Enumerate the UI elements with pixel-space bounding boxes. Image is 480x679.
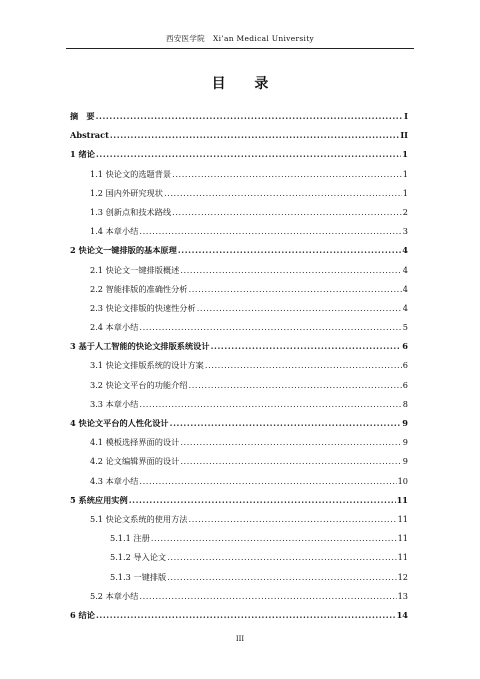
toc-entry[interactable]: [70, 303, 408, 322]
toc-entry-label: 2.1 快论文一键排版概述: [90, 264, 180, 275]
toc-entry-label: 1 绪论: [70, 149, 95, 160]
toc-entry-label: 6 结论: [70, 609, 95, 620]
toc-entry[interactable]: [70, 341, 408, 360]
toc-entry-page: 11: [397, 513, 408, 524]
toc-entry-page: 9: [402, 418, 408, 428]
toc-dot-leader: [167, 552, 396, 562]
toc-entry[interactable]: [70, 284, 408, 303]
toc-entry-page: 3: [402, 226, 408, 237]
toc-entry-page: 11: [397, 533, 408, 544]
toc-entry-label: 5.1 快论文系统的使用方法: [90, 513, 188, 524]
header-school-cn: 西安医学院: [165, 34, 205, 43]
page-title: 目 录: [211, 76, 281, 92]
toc-entry[interactable]: [70, 130, 408, 149]
toc-entry-label: 3 基于人工智能的快论文排版系统设计: [70, 341, 210, 352]
toc-entry-label: 摘 要: [70, 111, 95, 121]
toc-dot-leader: [96, 149, 401, 159]
toc-entry[interactable]: [70, 380, 408, 399]
toc-entry-page: 4: [402, 264, 408, 275]
toc-entry-page: 5: [402, 322, 408, 333]
toc-entry-page: 4: [402, 302, 408, 313]
toc-entry-page: 6: [402, 379, 408, 390]
toc-entry-page: 6: [402, 360, 408, 371]
toc-dot-leader: [110, 130, 399, 140]
toc-entry[interactable]: [70, 265, 408, 284]
toc-entry-label: 5.1.1 注册: [110, 533, 150, 544]
toc-entry-page: 9: [402, 456, 408, 467]
toc-dot-leader: [96, 610, 396, 620]
toc-entry-label: Abstract: [70, 130, 109, 141]
toc-entry-page: 1: [402, 168, 408, 179]
toc-entry-page: 8: [402, 398, 408, 409]
toc-entry-label: 3.2 快论文平台的功能介绍: [90, 379, 188, 390]
toc-entry-label: 2.3 快论文排版的快速性分析: [90, 302, 196, 313]
toc-entry-label: 5.2 本章小结: [90, 590, 139, 601]
toc-dot-leader: [178, 245, 401, 255]
toc-entry-page: 14: [396, 609, 408, 620]
toc-entry-page: 12: [397, 571, 408, 582]
toc-entry[interactable]: [70, 245, 408, 264]
toc-entry-label: 1.3 创新点和技术路线: [90, 206, 172, 217]
toc-dot-leader: [180, 265, 401, 275]
toc-entry-page: 4: [402, 245, 408, 256]
toc-entry-label: 1.4 本章小结: [90, 226, 139, 237]
toc-entry-label: 1.2 国内外研究现状: [90, 187, 163, 198]
toc-entry-page: 1: [402, 187, 408, 198]
toc-entry[interactable]: [70, 495, 408, 514]
toc-dot-leader: [172, 169, 402, 179]
toc-dot-leader: [189, 284, 402, 294]
toc-entry-label: 4.1 模板选择界面的设计: [90, 437, 180, 448]
toc-entry-label: 4 快论文平台的人性化设计: [70, 418, 169, 428]
toc-entry-page: 1: [402, 149, 408, 160]
toc-entry-page: 6: [402, 341, 408, 352]
toc-dot-leader: [96, 111, 404, 121]
toc-dot-leader: [189, 514, 397, 524]
toc-dot-leader: [139, 322, 401, 332]
running-header: [66, 33, 414, 49]
toc-entry[interactable]: [70, 399, 408, 418]
toc-entry[interactable]: [70, 149, 408, 168]
toc-dot-leader: [197, 303, 402, 313]
toc-entry-label: 2.2 智能排版的准确性分析: [90, 283, 188, 294]
toc-dot-leader: [139, 399, 401, 409]
toc-entry[interactable]: [70, 514, 408, 533]
toc-entry[interactable]: [70, 226, 408, 245]
toc-dot-leader: [189, 380, 402, 390]
toc-entry-label: 4.2 论文编辑界面的设计: [90, 456, 180, 467]
header-school-en: Xi’an Medical University: [212, 34, 315, 43]
toc-entry-page: 11: [397, 552, 408, 563]
toc-entry[interactable]: [70, 533, 408, 552]
toc-entry[interactable]: [70, 188, 408, 207]
page-number: III: [235, 635, 245, 643]
toc-entry-label: 5.1.2 导入论文: [110, 552, 167, 563]
toc-dot-leader: [164, 188, 402, 198]
toc-entry[interactable]: [70, 591, 408, 610]
toc-entry-page: 10: [397, 475, 408, 486]
toc-dot-leader: [139, 591, 396, 601]
toc-entry[interactable]: [70, 572, 408, 591]
toc-dot-leader: [180, 437, 401, 447]
toc-dot-leader: [151, 533, 397, 543]
toc-dot-leader: [139, 226, 401, 236]
toc-entry-label: 3.3 本章小结: [90, 398, 139, 409]
toc-entry[interactable]: [70, 322, 408, 341]
toc-entry[interactable]: [70, 360, 408, 379]
toc-entry-page: 4: [402, 283, 408, 294]
toc-dot-leader: [211, 341, 402, 351]
toc-entry[interactable]: [70, 418, 408, 437]
toc-dot-leader: [180, 456, 401, 466]
toc-entry-page: II: [400, 130, 408, 141]
toc-entry-page: I: [404, 111, 408, 121]
toc-dot-leader: [167, 572, 396, 582]
toc-entry-label: 1.1 快论文的选题背景: [90, 168, 172, 179]
toc-entry-label: 4.3 本章小结: [90, 475, 139, 486]
toc-entry-label: 2.4 本章小结: [90, 322, 139, 333]
table-of-contents: [70, 111, 408, 629]
toc-entry[interactable]: [70, 476, 408, 495]
toc-entry-label: 5.1.3 一键排版: [110, 571, 167, 582]
toc-dot-leader: [139, 476, 396, 486]
toc-dot-leader: [205, 360, 402, 370]
toc-entry-label: 2 快论文一键排版的基本原理: [70, 245, 177, 256]
toc-entry-page: 11: [396, 494, 408, 505]
toc-entry[interactable]: [70, 207, 408, 226]
toc-entry[interactable]: [70, 111, 408, 130]
toc-entry[interactable]: [70, 456, 408, 475]
toc-dot-leader: [172, 207, 402, 217]
toc-entry[interactable]: [70, 552, 408, 571]
toc-entry-page: 2: [402, 206, 408, 217]
toc-dot-leader: [129, 495, 396, 505]
toc-entry-label: 3.1 快论文排版系统的设计方案: [90, 360, 204, 371]
toc-entry-label: 5 系统应用实例: [70, 494, 128, 505]
toc-entry[interactable]: [70, 437, 408, 456]
toc-entry-page: 9: [402, 437, 408, 448]
toc-dot-leader: [170, 418, 402, 428]
toc-entry-page: 13: [397, 590, 408, 601]
toc-entry[interactable]: [70, 610, 408, 629]
toc-entry[interactable]: [70, 169, 408, 188]
